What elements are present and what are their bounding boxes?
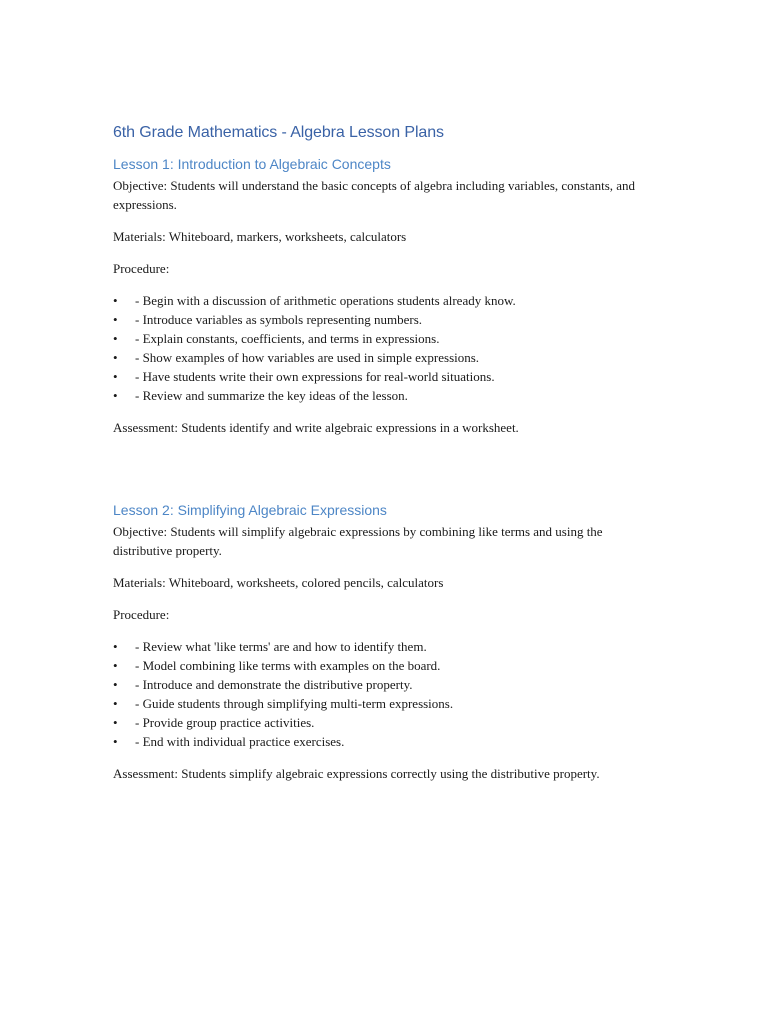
list-item-text: - End with individual practice exercises. (135, 734, 345, 749)
bullet-icon: • (113, 734, 118, 749)
list-item (113, 367, 653, 386)
document-body (113, 124, 653, 796)
procedure-list (113, 637, 653, 751)
bullet-icon: • (113, 312, 118, 327)
list-item-text: - Have students write their own expressions for real-world situations. (135, 369, 495, 384)
list-item-text: - Begin with a discussion of arithmetic operations students already know. (135, 293, 516, 308)
list-item (113, 675, 653, 694)
bullet-icon: • (113, 639, 118, 654)
lesson-materials: Materials: Whiteboard, worksheets, colored pencils, calculators (113, 575, 444, 590)
list-item (113, 348, 653, 367)
procedure-list (113, 291, 653, 405)
bullet-icon: • (113, 350, 118, 365)
lesson-heading: Lesson 1: Introduction to Algebraic Concepts (113, 156, 391, 172)
list-item-text: - Show examples of how variables are used in simple expressions. (135, 350, 480, 365)
list-item (113, 329, 653, 348)
bullet-icon: • (113, 715, 118, 730)
lesson-materials: Materials: Whiteboard, markers, worksheets, calculators (113, 229, 407, 244)
list-item (113, 694, 653, 713)
list-item (113, 713, 653, 732)
list-item-text: - Review and summarize the key ideas of the lesson. (135, 388, 408, 403)
bullet-icon: • (113, 331, 118, 346)
list-item (113, 310, 653, 329)
section-spacer (113, 450, 653, 502)
list-item-text: - Model combining like terms with examples on the board. (135, 658, 441, 673)
lesson-objective: Objective: Students will simplify algebraic expressions by combining like terms and using the distributive property. (113, 524, 603, 558)
bullet-icon: • (113, 388, 118, 403)
lesson-heading: Lesson 2: Simplifying Algebraic Expressions (113, 502, 387, 518)
lesson-section (113, 502, 653, 783)
list-item-text: - Provide group practice activities. (135, 715, 315, 730)
list-item-text: - Guide students through simplifying multi-term expressions. (135, 696, 454, 711)
list-item-text: - Introduce and demonstrate the distributive property. (135, 677, 413, 692)
bullet-icon: • (113, 293, 118, 308)
list-item-text: - Review what 'like terms' are and how to identify them. (135, 639, 427, 654)
lesson-assessment: Assessment: Students simplify algebraic expressions correctly using the distributive property. (113, 766, 600, 781)
list-item (113, 291, 653, 310)
list-item (113, 732, 653, 751)
lesson-assessment: Assessment: Students identify and write algebraic expressions in a worksheet. (113, 420, 519, 435)
document-title: 6th Grade Mathematics - Algebra Lesson Plans (113, 124, 444, 141)
list-item-text: - Introduce variables as symbols representing numbers. (135, 312, 423, 327)
procedure-label: Procedure: (113, 607, 170, 622)
lesson-objective: Objective: Students will understand the basic concepts of algebra including variables, constants, and expressions. (113, 178, 636, 212)
bullet-icon: • (113, 658, 118, 673)
lesson-section (113, 156, 653, 437)
bullet-icon: • (113, 369, 118, 384)
list-item (113, 637, 653, 656)
list-item-text: - Explain constants, coefficients, and terms in expressions. (135, 331, 440, 346)
bullet-icon: • (113, 677, 118, 692)
procedure-label: Procedure: (113, 261, 170, 276)
list-item (113, 656, 653, 675)
list-item (113, 386, 653, 405)
bullet-icon: • (113, 696, 118, 711)
